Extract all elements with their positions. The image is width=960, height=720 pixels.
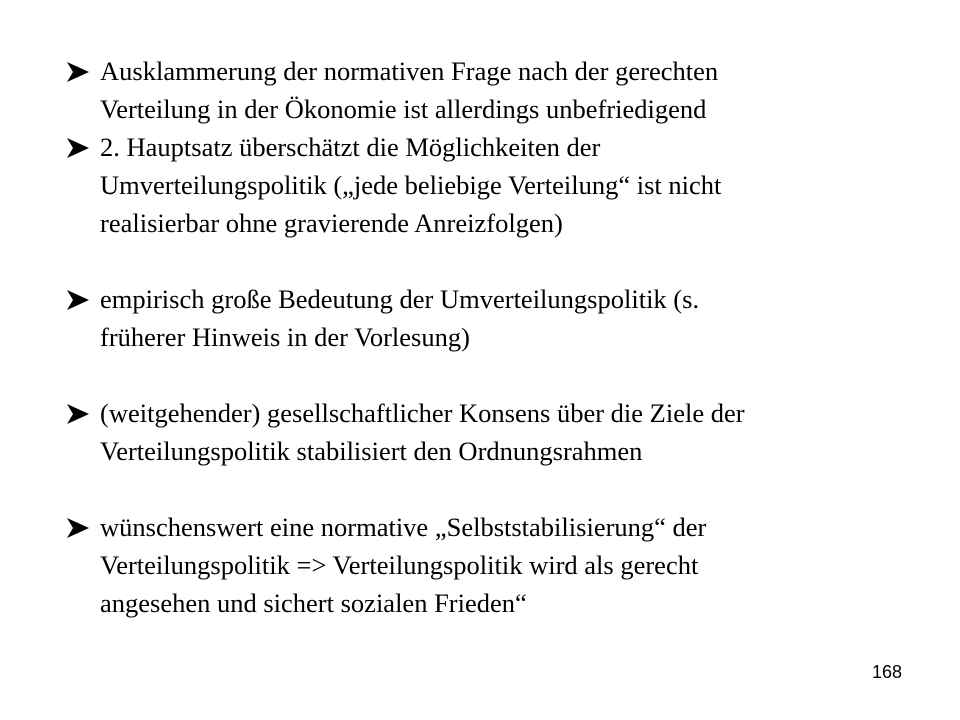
- arrowhead-bullet-icon: [66, 517, 90, 539]
- arrowhead-bullet-icon: [66, 289, 90, 311]
- bullet-item: [66, 128, 896, 242]
- bullet-item: [66, 52, 896, 128]
- bullet-item: [66, 508, 896, 622]
- bullet-line: Umverteilungspolitik („jede beliebige Verteilung“ ist nicht: [100, 170, 722, 200]
- page-number: 168: [871, 662, 902, 682]
- bullet-line: wünschenswert eine normative „Selbststabilisierung“ der: [100, 512, 707, 542]
- arrowhead-bullet-icon: [66, 61, 90, 83]
- bullet-line: (weitgehender) gesellschaftlicher Konsens über die Ziele der: [100, 398, 745, 428]
- arrowhead-bullet-icon: [66, 137, 90, 159]
- bullet-line: Verteilungspolitik stabilisiert den Ordnungsrahmen: [100, 436, 643, 466]
- bullet-line: angesehen und sichert sozialen Frieden“: [100, 588, 527, 618]
- bullet-line: Verteilungspolitik => Verteilungspolitik wird als gerecht: [100, 550, 699, 580]
- bullet-line: empirisch große Bedeutung der Umverteilungspolitik (s.: [100, 284, 700, 314]
- bullet-line: Verteilung in der Ökonomie ist allerdings unbefriedigend: [100, 94, 707, 124]
- bullet-list: [66, 52, 896, 622]
- bullet-item: [66, 394, 896, 470]
- bullet-line: 2. Hauptsatz überschätzt die Möglichkeiten der: [100, 132, 601, 162]
- bullet-line: Ausklammerung der normativen Frage nach der gerechten: [100, 56, 719, 86]
- bullet-item: [66, 280, 896, 356]
- bullet-line: früherer Hinweis in der Vorlesung): [100, 322, 470, 352]
- arrowhead-bullet-icon: [66, 403, 90, 425]
- bullet-line: realisierbar ohne gravierende Anreizfolgen): [100, 208, 563, 238]
